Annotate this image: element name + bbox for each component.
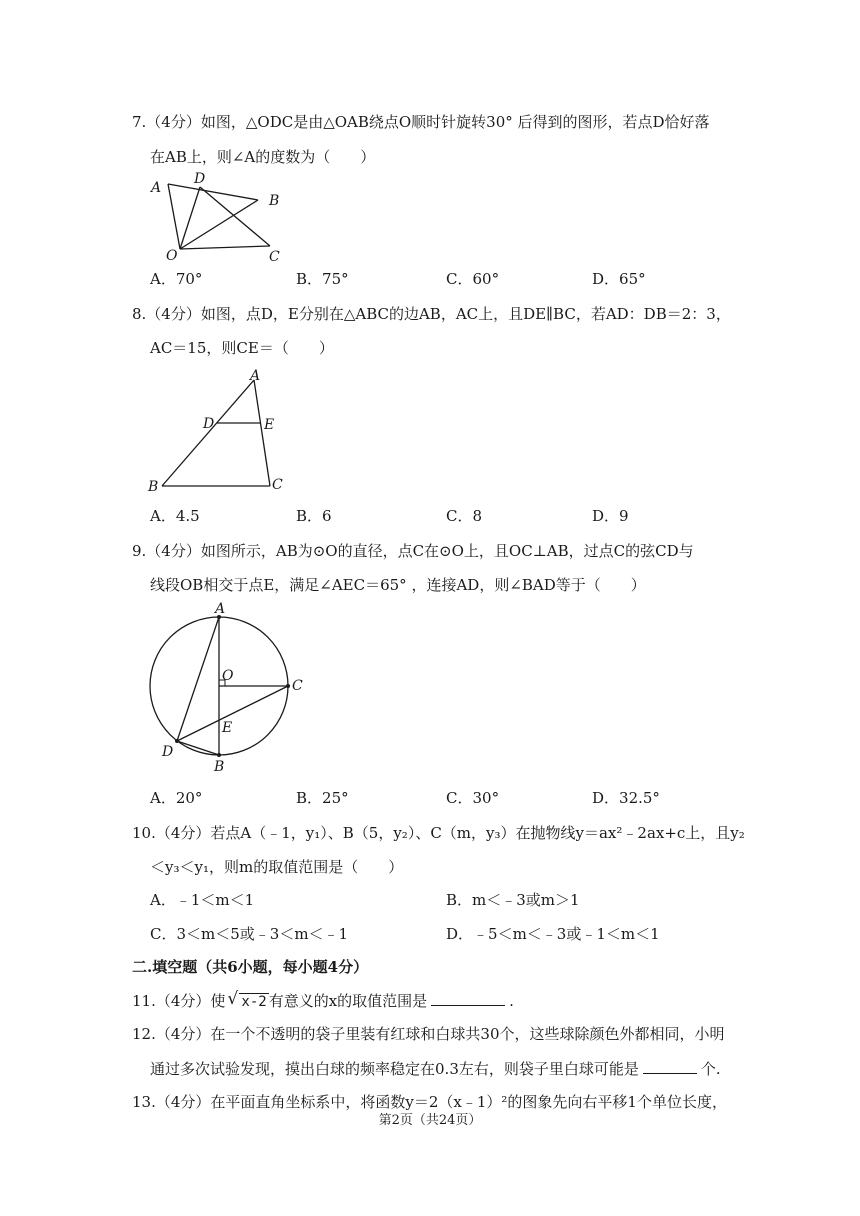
q9-label-b: B: [214, 759, 225, 775]
q9-text-line1: 9.（4分）如图所示，AB为⊙O的直径，点C在⊙O上，且OC⊥AB，过点C的弦CD与: [132, 542, 694, 560]
q9-option-b: B．25°: [296, 789, 349, 807]
q8-option-d: D．9: [592, 507, 629, 525]
q8-text-line2: AC＝15，则CE＝（ ）: [150, 339, 334, 357]
q9-label-a: A: [215, 601, 226, 617]
q10-text-line2: ＜y₃＜y₁，则m的取值范围是（ ）: [150, 858, 404, 876]
q7-label-o: O: [166, 248, 178, 264]
q9-option-c: C．30°: [446, 789, 500, 807]
q12-text-line2: [150, 1057, 721, 1080]
q12-line2-text: 通过多次试验发现，摸出白球的频率稳定在0.3左右，则袋子里白球可能是: [150, 1060, 639, 1078]
q8-option-c: C．8: [446, 507, 483, 525]
q10-option-a: A．﹣1＜m＜1: [150, 891, 255, 909]
q13-text-line1: 13.（4分）在平面直角坐标系中，将函数y＝2（x﹣1）²的图象先向右平移1个单位长度，: [132, 1093, 727, 1111]
q8-label-d: D: [203, 416, 215, 432]
q9-label-o: O: [222, 668, 234, 684]
q8-triangle-figure: [140, 365, 300, 500]
q9-option-d: D．32.5°: [592, 789, 660, 807]
q7-text-line1: 7.（4分）如图，△ODC是由△OAB绕点O顺时针旋转30° 后得到的图形，若点D恰好落: [132, 113, 710, 131]
q8-label-a: A: [250, 368, 261, 384]
q11-prefix: 11.（4分）使: [132, 992, 226, 1010]
q7-label-a: A: [151, 180, 162, 196]
radical-sign-icon: √: [227, 989, 239, 1009]
page-footer: 第2页（共24页）: [378, 1113, 482, 1128]
q9-text-line2: 线段OB相交于点E，满足∠AEC＝65° ，连接AD，则∠BAD等于（ ）: [150, 576, 646, 594]
q11-radicand: x-2: [241, 994, 267, 1010]
q10-option-b: B．m＜﹣3或m＞1: [446, 891, 580, 909]
q8-text-line1: 8.（4分）如图，点D，E分别在△ABC的边AB，AC上，且DE∥BC，若AD：DB＝2：3，: [132, 305, 731, 323]
q10-option-c: C．3＜m＜5或﹣3＜m＜﹣1: [150, 925, 349, 943]
section-fill-in-title: 二.填空题（共6小题，每小题4分）: [132, 958, 369, 976]
q8-option-a: A．4.5: [150, 507, 200, 525]
q9-circle-figure: [140, 598, 320, 778]
q10-text-line1: 10.（4分）若点A（﹣1，y₁）、B（5，y₂）、C（m，y₃）在抛物线y＝ax²﹣2ax+c上，且y₂: [132, 824, 745, 842]
q8-label-e: E: [264, 417, 275, 433]
q7-option-c: C．60°: [446, 270, 500, 288]
q10-option-d: D．﹣5＜m＜﹣3或﹣1＜m＜1: [446, 925, 660, 943]
q8-option-b: B．6: [296, 507, 332, 525]
q9-label-d: D: [162, 744, 174, 760]
q12-answer-blank[interactable]: [643, 1057, 697, 1074]
q7-label-d: D: [194, 171, 206, 187]
q9-option-a: A．20°: [150, 789, 203, 807]
q8-label-b: B: [148, 479, 159, 495]
q7-text-line2: 在AB上，则∠A的度数为（ ）: [150, 148, 376, 166]
q11-text: [132, 989, 514, 1013]
q7-rotation-figure: [140, 170, 300, 265]
q7-label-c: C: [269, 249, 280, 265]
q11-answer-blank[interactable]: [431, 989, 505, 1006]
q9-label-c: C: [292, 678, 303, 694]
q12-end: 个.: [700, 1060, 721, 1078]
q9-label-e: E: [222, 720, 233, 736]
q11-suffix: 有意义的x的取值范围是: [268, 992, 428, 1010]
q11-end: .: [509, 992, 514, 1010]
q7-label-b: B: [269, 193, 280, 209]
q12-text-line1: 12.（4分）在一个不透明的袋子里装有红球和白球共30个，这些球除颜色外都相同，小明: [132, 1025, 725, 1043]
q7-option-a: A．70°: [150, 270, 203, 288]
q7-option-b: B．75°: [296, 270, 349, 288]
q8-label-c: C: [272, 477, 283, 493]
q11-radical: [227, 990, 268, 1013]
q7-option-d: D．65°: [592, 270, 646, 288]
